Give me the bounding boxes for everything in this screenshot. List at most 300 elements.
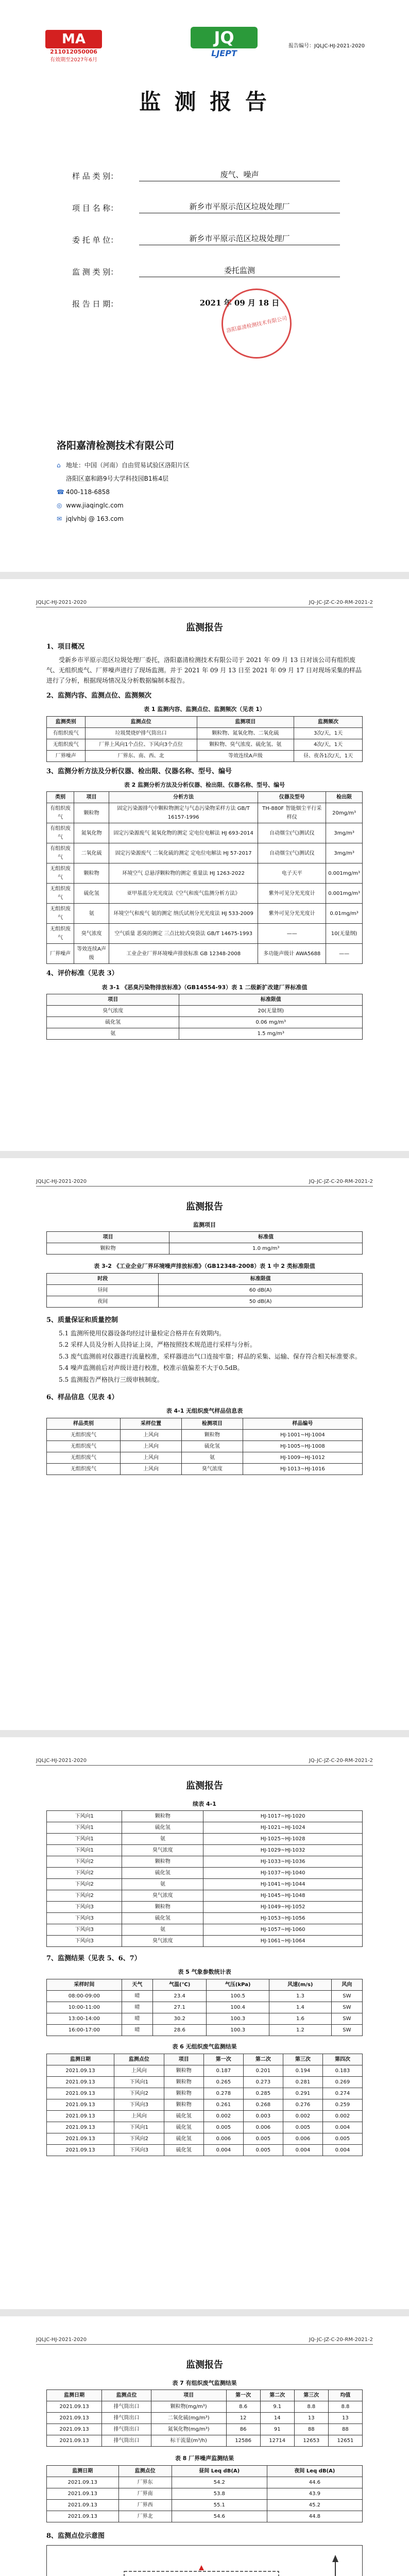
table-cell: 无组织废气 (47, 1429, 121, 1440)
table-row (47, 863, 363, 884)
report-number-label: 报告编号： (288, 43, 314, 49)
table-cell: 12651 (328, 2435, 362, 2447)
table-cell: 0.261 (203, 2099, 243, 2110)
report-number (288, 41, 365, 49)
table-header-cell: 分析方法 (109, 792, 258, 803)
table-cell: 0.004 (322, 2122, 362, 2133)
table-row (47, 2477, 363, 2488)
header-left: JQLJC-HJ-2021-2020 (36, 1179, 87, 1184)
header-left: JQLJC-HJ-2021-2020 (36, 2337, 87, 2343)
table-cell: 0.005 (283, 2122, 322, 2133)
qa-item: 5.2 采样人员及分析人员持证上岗，严格按照技术规范进行采样与分析。 (59, 1341, 256, 1349)
table-cell: 下风向2 (47, 1879, 122, 1890)
table-header-cell: 样品类别 (47, 1418, 121, 1429)
table-cell: 固定污染源废气 二氧化硫的测定 定电位电解法 HJ 57-2017 (109, 843, 258, 863)
table-cell: 厂界北 (118, 2511, 172, 2522)
monitoring-content-table (46, 716, 363, 762)
table-header-cell: 项目 (74, 792, 109, 803)
contact-block (57, 459, 190, 526)
site-map-figure (46, 2545, 363, 2576)
table-cell: 硫化氢 (164, 2122, 203, 2133)
table-cell: HJ-1005~HJ-1008 (243, 1440, 362, 1452)
header-divider (36, 2344, 373, 2345)
table-cell: 颗粒物 (122, 1811, 203, 1822)
table-cell: 30.2 (153, 2013, 207, 2025)
table-cell: 0.002 (203, 2110, 243, 2122)
table-cell: 晴 (122, 1991, 152, 2002)
table-cell: HJ-1009~HJ-1012 (243, 1452, 362, 1463)
table-cell: 无组织废气 (47, 884, 74, 904)
table-cell: 0.004 (203, 2144, 243, 2156)
table-cell: 88 (328, 2424, 362, 2435)
table-cell: 1.3 (269, 1991, 332, 2002)
table-cell: 下风向1 (47, 1811, 122, 1822)
table-row (47, 2488, 363, 2499)
table-row (47, 1463, 363, 1475)
table-row (47, 924, 363, 944)
site-map-svg (47, 2546, 362, 2576)
table-cell: 08:00-09:00 (47, 1991, 122, 2002)
weather-table (46, 1979, 363, 2036)
table-header-cell: 第二次 (260, 2390, 294, 2401)
contact-phone-row (57, 485, 190, 499)
table-cell: 氨 (74, 904, 109, 924)
table-cell: 自动烟尘(气)测试仪 (258, 823, 326, 843)
table-cell: 44.8 (267, 2511, 362, 2522)
table-header-cell: 检出限 (326, 792, 363, 803)
contact-address-2: 洛阳区嘉和路9号大学科技园B1栋4层 (66, 475, 169, 482)
table-cell: 有组织废气 (47, 727, 86, 739)
section-heading: 6、样品信息（见表 4） (46, 1394, 118, 1402)
table-cell: 厂界南 (118, 2488, 172, 2499)
jq-logo-subtext: LJEPT (211, 48, 237, 58)
table-row (47, 2413, 363, 2424)
table-cell: 8.8 (328, 2401, 362, 2413)
table-cell: 下风向2 (47, 1868, 122, 1879)
table-cell: 1.2 (269, 2025, 332, 2036)
stack-result-table (46, 2389, 363, 2447)
table-row (47, 2401, 363, 2413)
table-cell: 颗粒物 (164, 2088, 203, 2099)
table-cell: 2021.09.13 (47, 2110, 114, 2122)
table-cell: 下风向2 (47, 1856, 122, 1868)
table-cell: 50 dB(A) (159, 1296, 363, 1307)
table-header-cell: 第一次 (226, 2390, 260, 2401)
report-number-value: JQLJC-HJ-2021-2020 (314, 43, 365, 49)
table-cell: SW (331, 1991, 362, 2002)
page-title: 监测报告 (186, 1201, 223, 1212)
table-cell: 颗粒物、臭气浓度、硫化氢、氨 (197, 739, 294, 750)
table-cell: 下风向2 (47, 1890, 122, 1902)
table-cell: 臭气浓度 (74, 924, 109, 944)
table-cell: HJ-1053~HJ-1056 (203, 1913, 363, 1924)
header-right: JQ-JC-JZ-C-20-RM-2021-2 (309, 600, 373, 605)
header-left: JQLJC-HJ-2021-2020 (36, 1758, 87, 1764)
table-cell: 1.4 (269, 2002, 332, 2013)
table-row (47, 2435, 363, 2447)
table-cell: 硫化氢 (164, 2110, 203, 2122)
table-cell: 2021.09.13 (47, 2499, 119, 2511)
table-header-cell: 标准值 (169, 1232, 363, 1243)
header-right: JQ-JC-JZ-C-20-RM-2021-2 (309, 2337, 373, 2343)
table-header-cell: 项目 (164, 2054, 203, 2065)
table-cell: 下风向3 (114, 2099, 164, 2110)
table-cell: 空气质量 恶臭的测定 三点比较式臭袋法 GB/T 14675-1993 (109, 924, 258, 944)
table-header-cell: 第一次 (203, 2054, 243, 2065)
table-row (47, 2099, 363, 2110)
qa-item: 5.3 废气监测前对仪器进行流量校准，采样器进出气口连接牢靠；样品的采集、运输、保存符合相关标准要求。 (59, 1352, 361, 1360)
table-row (47, 2110, 363, 2122)
table-header-cell: 气压(kPa) (207, 1979, 269, 1991)
jq-logo (191, 27, 258, 58)
field-value: 废气、噪声 (139, 169, 340, 181)
table-cell: 86 (226, 2424, 260, 2435)
table-cell: HJ-1013~HJ-1016 (243, 1463, 362, 1475)
table-header-cell: 监测日期 (47, 2390, 102, 2401)
table-cell: 排气筒出口 (102, 2435, 151, 2447)
table-cell: 2021.09.13 (47, 2133, 114, 2144)
table-header-cell: 第三次 (294, 2390, 328, 2401)
table-header-cell: 风向 (331, 1979, 362, 1991)
field-label: 样 品 类 别： (72, 172, 118, 181)
table-cell: 上风向 (114, 2110, 164, 2122)
table-cell: 厂界噪声 (47, 944, 74, 964)
table-cell: 臭气浓度 (122, 1890, 203, 1902)
ma-validity: 有效期至2027年6月 (50, 57, 97, 63)
field-value: 新乡市平原示范区垃圾处理厂 (139, 201, 340, 213)
table-cell: 氮氧化物(mg/m³) (151, 2424, 226, 2435)
table-header-cell: 昼间 Leq dB(A) (172, 2465, 267, 2477)
table-cell: 43.9 (267, 2488, 362, 2499)
table-header-cell: 仪器及型号 (258, 792, 326, 803)
table-header-cell: 第三次 (283, 2054, 322, 2065)
table-cell: 颗粒物 (122, 1856, 203, 1868)
table-cell: 颗粒物 (164, 2099, 203, 2110)
table-header-cell: 类别 (47, 792, 74, 803)
table-row (47, 1856, 363, 1868)
table-cell: 91 (260, 2424, 294, 2435)
table-header-cell: 标准限值 (179, 994, 363, 1006)
table-cell: 固定污染源废气 氮氧化物的测定 定电位电解法 HJ 693-2014 (109, 823, 258, 843)
table-cell: 13:00-14:00 (47, 2013, 122, 2025)
table-cell: 0.269 (322, 2076, 362, 2088)
table-cell: 2021.09.13 (47, 2435, 102, 2447)
page-header (36, 2337, 373, 2343)
table-header-cell: 时段 (47, 1273, 159, 1284)
table-cell: 固定污染源排气中颗粒物测定与气态污染物采样方法 GB/T 16157-1996 (109, 803, 258, 823)
contact-address-row (57, 459, 190, 472)
sample-info-table (46, 1418, 363, 1475)
section-heading: 4、评价标准（见表 3） (46, 970, 118, 978)
report-title: 监 测 报 告 (139, 89, 270, 114)
table-row (47, 1296, 363, 1307)
table-cell: 2021.09.13 (47, 2088, 114, 2099)
table-cell: 8.8 (294, 2401, 328, 2413)
table-cell: 0.006 (203, 2133, 243, 2144)
table-cell: 0.001mg/m³ (326, 884, 363, 904)
table-caption: 表 4-1 无组织废气样品信息表 (166, 1408, 243, 1415)
table-cell: 28.6 (153, 2025, 207, 2036)
table-cell: 排气筒出口 (102, 2424, 151, 2435)
table-cell: 氨 (47, 1028, 179, 1040)
field-label: 委 托 单 位： (72, 235, 118, 245)
table-row (47, 750, 363, 761)
table-cell: 下风向3 (114, 2144, 164, 2156)
cover-page (0, 0, 409, 572)
plant-boundary (124, 2571, 279, 2576)
table-cell: 排气筒出口 (102, 2401, 151, 2413)
table-cell: 自动烟尘(气)测试仪 (258, 843, 326, 863)
table-cell: 54.2 (172, 2477, 267, 2488)
table-cell: HJ-1021~HJ-1024 (203, 1822, 363, 1834)
table-cell: 氮氧化物 (74, 823, 109, 843)
table-cell: 无组织废气 (47, 863, 74, 884)
qa-item: 5.4 噪声监测前后对声级计进行校准，校准示值偏差不大于0.5dB。 (59, 1364, 244, 1372)
table-cell: 0.281 (283, 2076, 322, 2088)
table-cell: 0.194 (283, 2065, 322, 2076)
company-name: 洛阳嘉清检测技术有限公司 (57, 440, 175, 451)
table-cell: 100.3 (207, 2025, 269, 2036)
table-cell: 1.0 mg/m³ (169, 1243, 363, 1255)
table-cell: 0.201 (243, 2065, 283, 2076)
table-cell: 氨 (181, 1452, 243, 1463)
table-row (47, 2511, 363, 2522)
table-cell: 10(无量纲) (326, 924, 363, 944)
table-cell: HJ-1049~HJ-1052 (203, 1902, 363, 1913)
table-caption: 续表 4-1 (193, 1800, 216, 1807)
table-cell: 0.276 (283, 2099, 322, 2110)
table-cell: 100.3 (207, 2013, 269, 2025)
table-row (47, 823, 363, 843)
table-row (47, 1924, 363, 1936)
table-cell: 0.285 (243, 2088, 283, 2099)
table-row (47, 2122, 363, 2133)
table-cell: 颗粒物 (122, 1902, 203, 1913)
table-cell: 厂界西 (118, 2499, 172, 2511)
table-cell: 标干流量(m³/h) (151, 2435, 226, 2447)
table-cell: 23.4 (153, 1991, 207, 2002)
table-cell: 垃圾焚烧炉排气筒出口 (85, 727, 197, 739)
table-cell: SW (331, 2013, 362, 2025)
report-page-3 (0, 1158, 409, 1730)
field-value: 新乡市平原示范区垃圾处理厂 (139, 233, 340, 245)
table-row (47, 1284, 363, 1296)
table-cell: 无组织废气 (47, 1452, 121, 1463)
table-cell: SW (331, 2002, 362, 2013)
table-cell: 厂界东、南、西、北 (85, 750, 197, 761)
table-cell: 3次/天，1天 (294, 727, 363, 739)
contact-address-row (57, 472, 190, 485)
table-row (47, 1017, 363, 1028)
table-cell: 0.278 (203, 2088, 243, 2099)
report-date-label: 报 告 日 期： (72, 299, 118, 309)
table-cell: 16:00-17:00 (47, 2025, 122, 2036)
page-title: 监测报告 (186, 1781, 223, 1791)
field-label: 项 目 名 称： (72, 204, 118, 213)
table-cell: HJ-1033~HJ-1036 (203, 1856, 363, 1868)
table-row (47, 944, 363, 964)
table-cell: 夜间 (47, 1296, 159, 1307)
table-cell: 0.006 (283, 2133, 322, 2144)
table-cell: 2021.09.13 (47, 2144, 114, 2156)
table-cell: HJ-1057~HJ-1060 (203, 1924, 363, 1936)
north-arrow-head (332, 2555, 338, 2562)
table-row (47, 2133, 363, 2144)
table-cell: 臭气浓度 (47, 1006, 179, 1017)
table-cell: 53.8 (172, 2488, 267, 2499)
table-cell: 60 dB(A) (159, 1284, 363, 1296)
table-cell: 昼、夜各1次/天，1天 (294, 750, 363, 761)
table-header-cell: 监测类别 (47, 716, 86, 727)
header-right: JQ-JC-JZ-C-20-RM-2021-2 (309, 1758, 373, 1764)
report-page-4 (0, 1737, 409, 2309)
table-cell: 硫化氢 (181, 1440, 243, 1452)
table-cell: 14 (260, 2413, 294, 2424)
table-header-cell: 标准限值 (159, 1273, 363, 1284)
table-cell: —— (326, 944, 363, 964)
table-row (47, 1006, 363, 1017)
table-row (47, 2002, 363, 2013)
table-cell: 45.2 (267, 2499, 362, 2511)
table-cell: 0.003 (243, 2110, 283, 2122)
table-cell: 环境空气 总悬浮颗粒物的测定 重量法 HJ 1263-2022 (109, 863, 258, 884)
cover-field-row (72, 277, 340, 309)
page-title: 监测报告 (186, 2360, 223, 2370)
table-cell: 0.183 (322, 2065, 362, 2076)
sample-info-table-continued (46, 1810, 363, 1947)
table-header-cell: 采样位置 (121, 1418, 182, 1429)
table-row (47, 1028, 363, 1040)
table-caption: 表 8 厂界噪声监测结果 (175, 2455, 234, 2462)
table-cell: 20(无量纲) (179, 1006, 363, 1017)
page-content (46, 1194, 363, 1475)
table-cell: 44.6 (267, 2477, 362, 2488)
page-header (36, 600, 373, 605)
table-cell: 硫化氢 (47, 1017, 179, 1028)
table-cell: 工业企业厂界环境噪声排放标准 GB 12348-2008 (109, 944, 258, 964)
table-cell: 下风向1 (47, 1822, 122, 1834)
table-cell: 0.002 (322, 2110, 362, 2122)
table-cell: 1.5 mg/m³ (179, 1028, 363, 1040)
table-cell: 13 (328, 2413, 362, 2424)
table-header-cell: 监测点位 (114, 2054, 164, 2065)
table-header-cell: 监测项目 (197, 716, 294, 727)
table-cell: HJ-1029~HJ-1032 (203, 1845, 363, 1856)
table-cell: HJ-1041~HJ-1044 (203, 1879, 363, 1890)
header-right: JQ-JC-JZ-C-20-RM-2021-2 (309, 1179, 373, 1184)
table-row (47, 1868, 363, 1879)
table-header-cell: 项目 (47, 994, 179, 1006)
table-cell: 硫化氢 (164, 2133, 203, 2144)
table-cell: 2021.09.13 (47, 2488, 119, 2499)
page-content (46, 615, 363, 1040)
table-cell: 0.004 (322, 2144, 362, 2156)
table-cell: 2021.09.13 (47, 2477, 119, 2488)
fugitive-result-table (46, 2054, 363, 2156)
section-heading: 3、监测分析方法及分析仪器、检出限、仪器名称、型号、编号 (46, 767, 232, 775)
section-heading: 8、监测点位示意图 (46, 2532, 105, 2540)
table-row (47, 884, 363, 904)
page-content (46, 2352, 363, 2576)
table-cell: 氨 (122, 1834, 203, 1845)
noise-standard-table (46, 1273, 363, 1308)
table-caption: 表 2 监测分析方法及分析仪器、检出限、仪器名称、型号、编号 (124, 781, 285, 788)
table-cell: 有组织废气 (47, 803, 74, 823)
mail-icon: ✉ (57, 515, 62, 522)
table-header-cell: 样品编号 (243, 1418, 362, 1429)
header-left: JQLJC-HJ-2021-2020 (36, 600, 87, 605)
table-header-cell: 均值 (328, 2390, 362, 2401)
table-row (47, 2013, 363, 2025)
table-cell: 0.259 (322, 2099, 362, 2110)
table-cell: HJ-1045~HJ-1048 (203, 1890, 363, 1902)
table-cell: 下风向1 (47, 1845, 122, 1856)
table-cell: 环境空气和废气 氨的测定 纳氏试剂分光光度法 HJ 533-2009 (109, 904, 258, 924)
table-caption: 表 7 有组织废气监测结果 (172, 2379, 237, 2386)
table-header-cell: 第四次 (322, 2054, 362, 2065)
table-cell: 下风向3 (47, 1913, 122, 1924)
header-divider (36, 1186, 373, 1187)
table-cell: 2021.09.13 (47, 2099, 114, 2110)
table-cell: 颗粒物 (74, 863, 109, 884)
contact-phone: 400-118-6858 (66, 488, 110, 496)
table-row (47, 1811, 363, 1822)
table-cell: HJ-1037~HJ-1040 (203, 1868, 363, 1879)
table-cell: 2021.09.13 (47, 2424, 102, 2435)
noise-result-table (46, 2465, 363, 2522)
table-cell: 颗粒物 (181, 1429, 243, 1440)
table-cell: 27.1 (153, 2002, 207, 2013)
table-row (47, 1936, 363, 1947)
table-cell: 上风向 (121, 1463, 182, 1475)
table-row (47, 1822, 363, 1834)
table-header-cell: 监测日期 (47, 2465, 119, 2477)
table-row (47, 1913, 363, 1924)
project-overview: 受新乡市平原示范区垃圾处理厂委托，洛阳嘉清检测技术有限公司于 2021 年 09 月 13 日对该公司有组织废气、无组织废气、厂界噪声进行了现场监测。并于 2021 年 09 月 13 日至 2021 年 09 月 17 日对现场采集的样品进行了分析，根据现场情况及分析数据编制本报告。 (46, 656, 362, 685)
table-cell: 下风向1 (47, 1834, 122, 1845)
table-cell: 颗粒物、氮氧化物、二氧化硫 (197, 727, 294, 739)
table-cell: 紫外可见分光光度计 (258, 904, 326, 924)
table-header-cell: 项目 (47, 1232, 169, 1243)
table-cell: 54.6 (172, 2511, 267, 2522)
section-heading: 5、质量保证和质量控制 (46, 1316, 118, 1324)
qa-item: 5.1 监测所使用仪器设备均经过计量检定合格并在有效期内。 (59, 1330, 225, 1337)
table-cell: 4次/天，1天 (294, 739, 363, 750)
table-cell: 硫化氢 (164, 2144, 203, 2156)
table-cell: 下风向2 (114, 2088, 164, 2099)
table-row (47, 2065, 363, 2076)
field-value: 委托监测 (139, 265, 340, 277)
table-row (47, 1991, 363, 2002)
table-cell: 电子天平 (258, 863, 326, 884)
table-cell: 下风向3 (47, 1924, 122, 1936)
table-caption: 表 1 监测内容、监测点位、监测频次（见表 1） (144, 705, 265, 713)
table-cell: 1.6 (269, 2013, 332, 2025)
ma-logo-text: MA (45, 30, 102, 48)
table-cell: 0.005 (243, 2133, 283, 2144)
table-cell: 8.6 (226, 2401, 260, 2413)
table-cell: 有组织废气 (47, 823, 74, 843)
table-cell: 下风向3 (47, 1936, 122, 1947)
table-cell: 55.1 (172, 2499, 267, 2511)
table-cell: 有组织废气 (47, 843, 74, 863)
table-cell: 12586 (226, 2435, 260, 2447)
table-cell: 3mg/m³ (326, 823, 363, 843)
table-cell: 无组织废气 (47, 1440, 121, 1452)
table-cell: 颗粒物 (164, 2076, 203, 2088)
table-cell: 厂界噪声 (47, 750, 86, 761)
table-caption: 表 6 无组织废气监测结果 (172, 2043, 237, 2050)
